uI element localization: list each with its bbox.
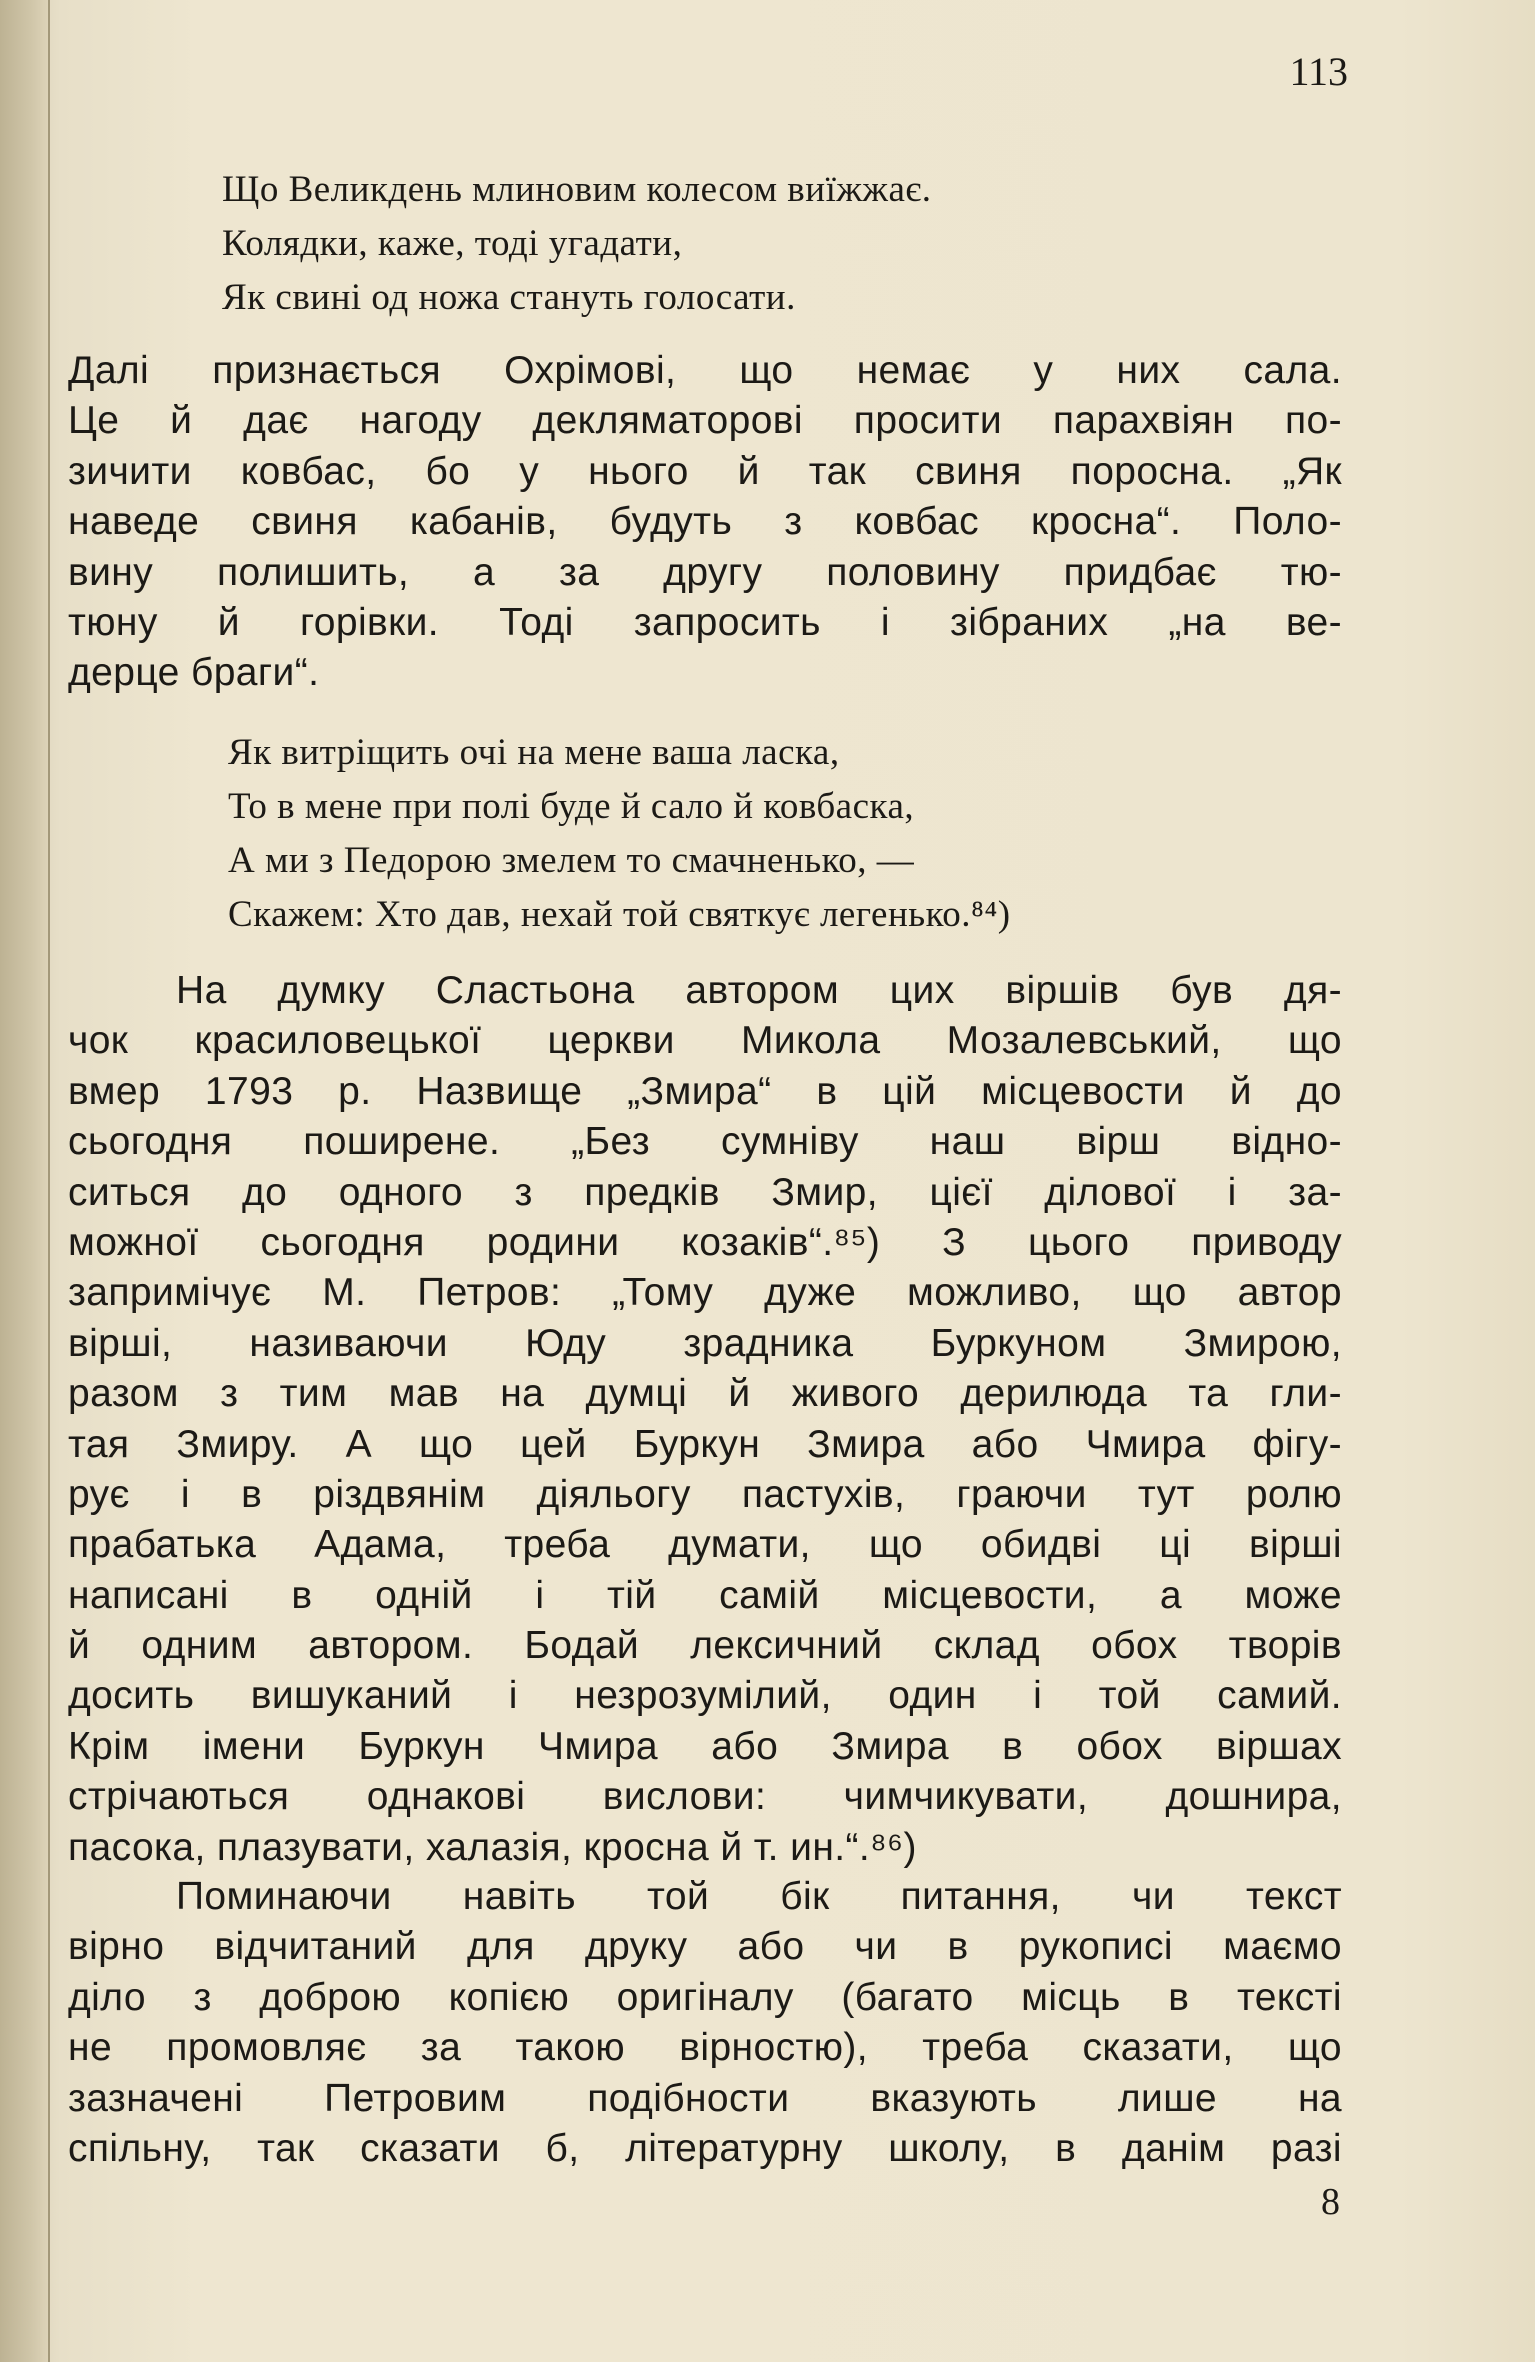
signature-mark: 8 — [1321, 2181, 1340, 2223]
paragraph-3 — [68, 1872, 1342, 2174]
text-line: досить вишуканий і незрозумілий, один і той самий. — [68, 1674, 1342, 1718]
paragraph-1 — [68, 346, 1342, 699]
verse-quote-1 — [222, 163, 932, 325]
text-line: чок красиловецької церкви Микола Мозалевський, що — [68, 1019, 1342, 1063]
verse-line: Що Великдень млиновим колесом виїжжає. — [222, 169, 932, 210]
text-line: не промовляє за такою вірностю), треба сказати, що — [68, 2026, 1342, 2070]
page-number: 113 — [1289, 49, 1348, 94]
text-line: ситься до одного з предків Змир, цієї ділової і за- — [68, 1170, 1342, 1214]
text-line: й одним автором. Бодай лексичний склад обох творів — [68, 1624, 1342, 1668]
text-line: стрічаються однакові вислови: чимчикувати, дошнира, — [68, 1775, 1342, 1819]
paragraph-2 — [68, 966, 1342, 1873]
text-line: рує і в різдвянім діяльогу пастухів, граючи тут ролю — [68, 1472, 1342, 1516]
text-line: На думку Сластьона автором цих віршів був дя- — [176, 969, 1342, 1012]
text-line: прабатька Адама, треба думати, що обидві ці вірші — [68, 1523, 1342, 1567]
text-line: разом з тим мав на думці й живого дерилюда та гли- — [68, 1372, 1342, 1416]
text-line: зазначені Петровим подібности вказують лише на — [68, 2076, 1342, 2120]
verse-line: Як свині од ножа стануть голосати. — [222, 277, 796, 318]
verse-line: Як витріщить очі на мене ваша ласка, — [228, 732, 840, 773]
text-line: спільну, так сказати б, літературну школу, в данім разі — [68, 2126, 1342, 2170]
text-line: зичити ковбас, бо у нього й так свиня поросна. „Як — [68, 449, 1342, 493]
text-line: вмер 1793 р. Назвище „Змира“ в цій місцевости й до — [68, 1069, 1342, 1113]
text-line: вірно відчитаний для друку або чи в рукописі маємо — [68, 1925, 1342, 1969]
text-line: Це й дає нагоду декляматорові просити парахвіян по- — [68, 399, 1342, 443]
text-line: наведе свиня кабанів, будуть з ковбас кросна“. Поло- — [68, 500, 1342, 544]
text-line: діло з доброю копією оригіналу (багато місць в тексті — [68, 1975, 1342, 2019]
text-line: написані в одній і тій самій місцевости, а може — [68, 1573, 1342, 1617]
text-line: Далі признається Охрімові, що немає у них сала. — [68, 349, 1342, 392]
text-line: тая Змиру. А що цей Буркун Змира або Чмира фігу- — [68, 1422, 1342, 1466]
book-gutter — [0, 0, 50, 2362]
verse-line: Скажем: Хто дав, нехай той святкує легенько.⁸⁴) — [228, 894, 1011, 935]
text-line: дерце браги“. — [68, 651, 320, 695]
text-line: можної сьогодня родини козаків“.⁸⁵) З цього приводу — [68, 1220, 1342, 1264]
text-line: запримічує М. Петров: „Тому дуже можливо, що автор — [68, 1271, 1342, 1315]
text-line: Поминаючи навіть той бік питання, чи текст — [176, 1875, 1342, 1918]
text-line: тюну й горівки. Тоді запросить і зібраних „на ве- — [68, 600, 1342, 644]
text-line: сьогодня поширене. „Без сумніву наш вірш відно- — [68, 1120, 1342, 1164]
text-line: пасока, плазувати, халазія, кросна й т. ин.“.⁸⁶) — [68, 1825, 917, 1869]
verse-quote-2 — [228, 726, 1011, 942]
text-line: вірші, називаючи Юду зрадника Буркуном Змирою, — [68, 1321, 1342, 1365]
verse-line: Колядки, каже, тоді угадати, — [222, 223, 683, 264]
text-line: Крім імени Буркун Чмира або Змира в обох віршах — [68, 1724, 1342, 1768]
text-line: вину полишить, а за другу половину придбає тю- — [68, 550, 1342, 594]
verse-line: А ми з Педорою змелем то смачненько, — — [228, 840, 915, 881]
verse-line: То в мене при полі буде й сало й ковбаска, — [228, 786, 915, 827]
